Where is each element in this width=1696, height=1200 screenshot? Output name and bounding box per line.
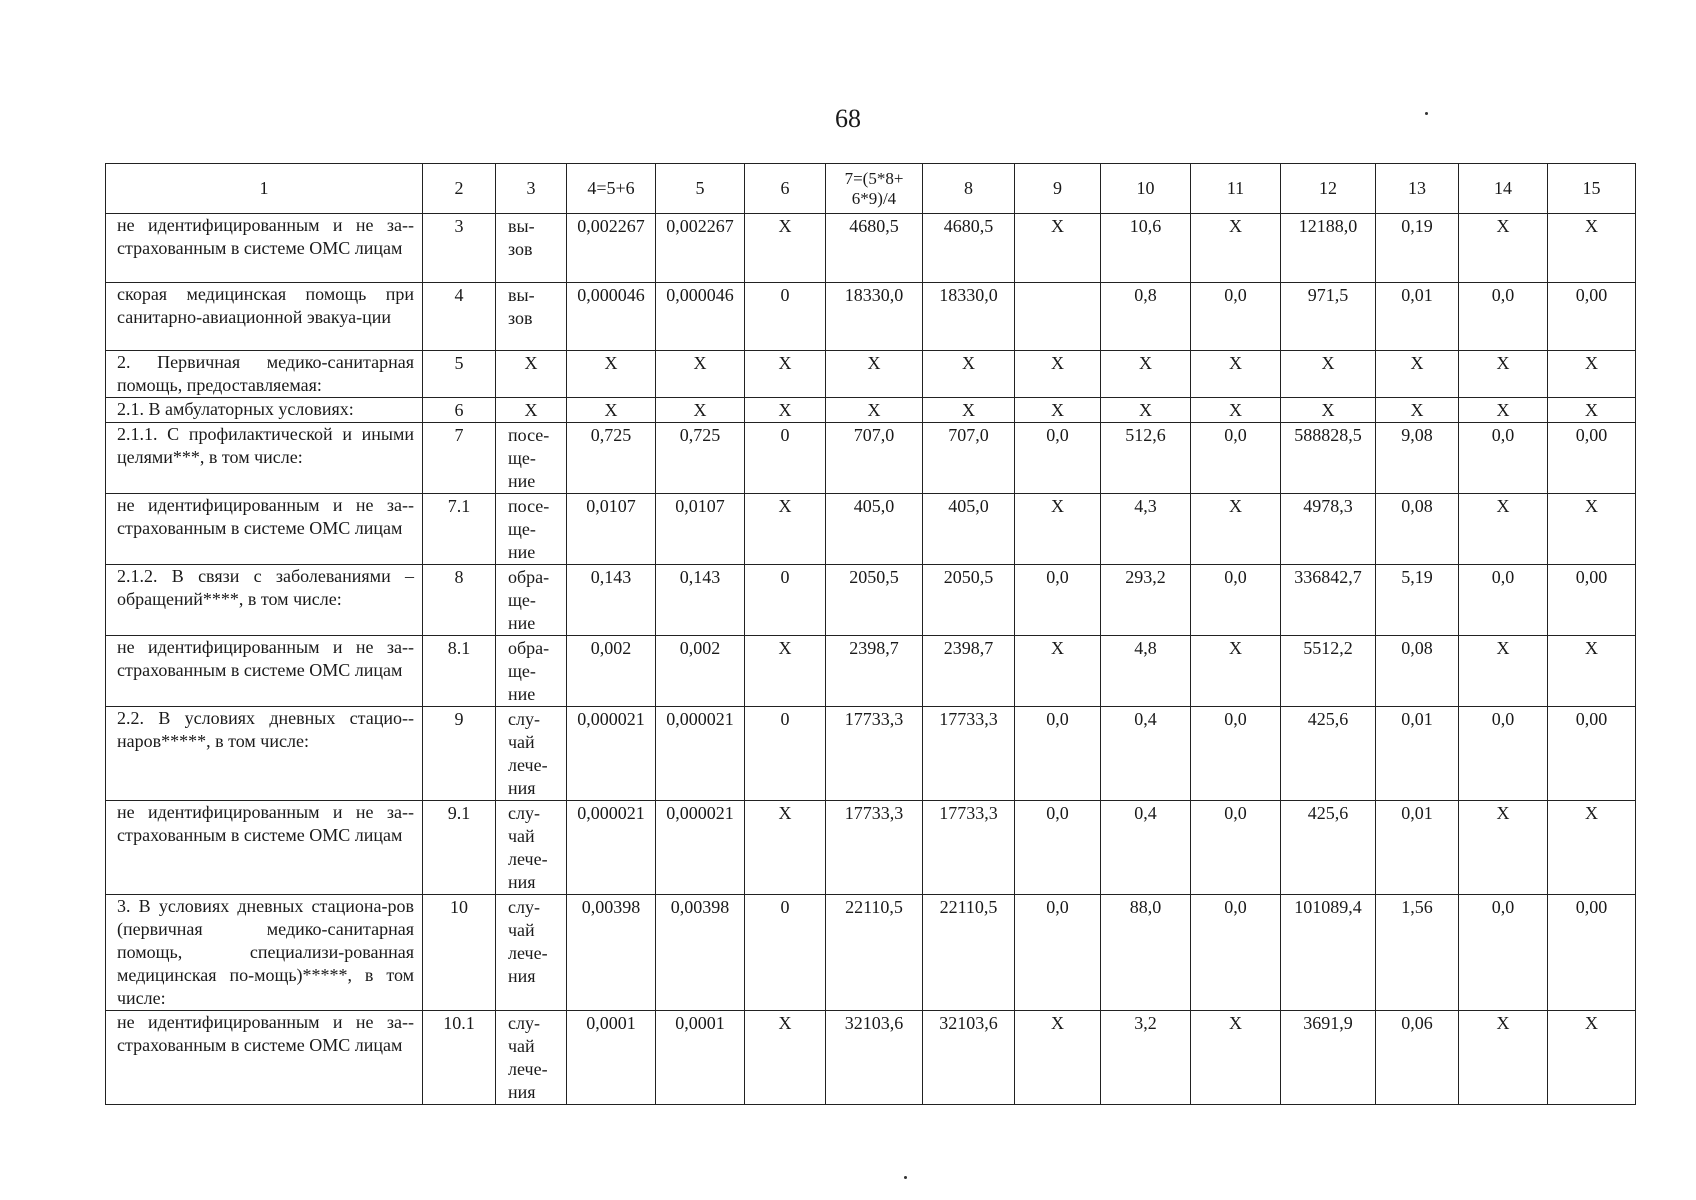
cell-col-5: 0,002267: [656, 214, 745, 283]
cell-col-5: X: [656, 351, 745, 398]
cell-col-9: X: [1015, 636, 1101, 707]
cell-col-13: 0,01: [1376, 707, 1459, 801]
cell-col-6: X: [745, 214, 826, 283]
cell-col-8: 18330,0: [923, 283, 1015, 351]
scan-speck: [1425, 112, 1428, 115]
cell-col-12: 425,6: [1281, 801, 1376, 895]
cell-col-8: 32103,6: [923, 1011, 1015, 1105]
cell-col-4: X: [567, 351, 656, 398]
col-header-11: 11: [1191, 164, 1281, 214]
cell-col-9: X: [1015, 494, 1101, 565]
cell-col-12: 4978,3: [1281, 494, 1376, 565]
cell-col-4: 0,000021: [567, 707, 656, 801]
row-unit: обра- ще- ние: [496, 636, 567, 707]
cell-col-4: 0,00398: [567, 895, 656, 1011]
table-row: [106, 565, 1636, 636]
cell-col-15: 0,00: [1548, 895, 1636, 1011]
cell-col-7: X: [826, 398, 923, 423]
cell-col-10: 0,4: [1101, 801, 1191, 895]
row-label: не идентифицированным и не за-страхованным в системе ОМС лицам: [106, 214, 423, 283]
row-number: 8: [423, 565, 496, 636]
cell-col-15: X: [1548, 351, 1636, 398]
cell-col-10: 0,4: [1101, 707, 1191, 801]
cell-col-6: X: [745, 351, 826, 398]
cell-col-13: 0,01: [1376, 801, 1459, 895]
col-header-13: 13: [1376, 164, 1459, 214]
cell-col-13: 0,08: [1376, 494, 1459, 565]
cell-col-4: 0,0107: [567, 494, 656, 565]
cell-col-15: 0,00: [1548, 565, 1636, 636]
cell-col-11: 0,0: [1191, 707, 1281, 801]
cell-col-11: X: [1191, 636, 1281, 707]
cell-col-6: X: [745, 801, 826, 895]
cell-col-4: X: [567, 398, 656, 423]
cell-col-10: 3,2: [1101, 1011, 1191, 1105]
cell-col-5: 0,000021: [656, 707, 745, 801]
cell-col-13: 0,19: [1376, 214, 1459, 283]
cell-col-4: 0,143: [567, 565, 656, 636]
cell-col-14: X: [1459, 1011, 1548, 1105]
cell-col-12: 588828,5: [1281, 423, 1376, 494]
cell-col-7: 707,0: [826, 423, 923, 494]
cell-col-7: 18330,0: [826, 283, 923, 351]
cell-col-14: 0,0: [1459, 707, 1548, 801]
cell-col-9: 0,0: [1015, 423, 1101, 494]
row-unit: посе- ще- ние: [496, 494, 567, 565]
row-number: 4: [423, 283, 496, 351]
row-unit: обра- ще- ние: [496, 565, 567, 636]
row-number: 9: [423, 707, 496, 801]
cell-col-14: 0,0: [1459, 423, 1548, 494]
row-label: 2.2. В условиях дневных стацио-наров*****, в том числе:: [106, 707, 423, 801]
cell-col-5: 0,143: [656, 565, 745, 636]
cell-col-6: X: [745, 398, 826, 423]
cell-col-5: 0,000046: [656, 283, 745, 351]
cell-col-8: 4680,5: [923, 214, 1015, 283]
cell-col-11: X: [1191, 351, 1281, 398]
cell-col-8: 405,0: [923, 494, 1015, 565]
cell-col-15: X: [1548, 398, 1636, 423]
col-header-9: 9: [1015, 164, 1101, 214]
cell-col-7: 22110,5: [826, 895, 923, 1011]
col-header-1: 1: [106, 164, 423, 214]
cell-col-13: 0,01: [1376, 283, 1459, 351]
cell-col-9: 0,0: [1015, 895, 1101, 1011]
cell-col-8: X: [923, 398, 1015, 423]
col-header-8: 8: [923, 164, 1015, 214]
cell-col-12: 3691,9: [1281, 1011, 1376, 1105]
cell-col-11: 0,0: [1191, 423, 1281, 494]
cell-col-11: 0,0: [1191, 283, 1281, 351]
cell-col-14: 0,0: [1459, 283, 1548, 351]
col-header-12: 12: [1281, 164, 1376, 214]
row-label: не идентифицированным и не за-страхованным в системе ОМС лицам: [106, 494, 423, 565]
cell-col-9: [1015, 283, 1101, 351]
cell-col-8: 2050,5: [923, 565, 1015, 636]
row-label: 3. В условиях дневных стациона-ров (первичная медико-санитарная помощь, специализи-рованная медицинская по-мощь)*****, в том числе:: [106, 895, 423, 1011]
row-number: 6: [423, 398, 496, 423]
row-unit: слу- чай лече- ния: [496, 895, 567, 1011]
data-table: [105, 163, 1636, 1105]
cell-col-7: X: [826, 351, 923, 398]
cell-col-11: X: [1191, 214, 1281, 283]
cell-col-6: X: [745, 636, 826, 707]
cell-col-6: 0: [745, 423, 826, 494]
cell-col-15: 0,00: [1548, 707, 1636, 801]
col-header-5: 5: [656, 164, 745, 214]
cell-col-15: X: [1548, 636, 1636, 707]
cell-col-13: X: [1376, 398, 1459, 423]
cell-col-9: 0,0: [1015, 801, 1101, 895]
cell-col-14: 0,0: [1459, 565, 1548, 636]
cell-col-9: X: [1015, 398, 1101, 423]
col-header-4: 4=5+6: [567, 164, 656, 214]
cell-col-10: 88,0: [1101, 895, 1191, 1011]
row-label: скорая медицинская помощь при санитарно-авиационной эвакуа-ции: [106, 283, 423, 351]
cell-col-5: X: [656, 398, 745, 423]
col-header-6: 6: [745, 164, 826, 214]
row-unit: вы- зов: [496, 283, 567, 351]
cell-col-15: 0,00: [1548, 423, 1636, 494]
cell-col-12: 12188,0: [1281, 214, 1376, 283]
cell-col-6: X: [745, 1011, 826, 1105]
row-label: не идентифицированным и не за-страхованным в системе ОМС лицам: [106, 1011, 423, 1105]
table-row: [106, 351, 1636, 398]
cell-col-9: X: [1015, 1011, 1101, 1105]
cell-col-10: 512,6: [1101, 423, 1191, 494]
table-row: [106, 801, 1636, 895]
cell-col-4: 0,002267: [567, 214, 656, 283]
table-row: [106, 636, 1636, 707]
cell-col-14: X: [1459, 494, 1548, 565]
row-unit: X: [496, 398, 567, 423]
cell-col-14: X: [1459, 398, 1548, 423]
cell-col-12: 5512,2: [1281, 636, 1376, 707]
table-row: [106, 707, 1636, 801]
cell-col-7: 2398,7: [826, 636, 923, 707]
cell-col-15: X: [1548, 801, 1636, 895]
cell-col-10: 0,8: [1101, 283, 1191, 351]
cell-col-15: X: [1548, 494, 1636, 565]
cell-col-13: 5,19: [1376, 565, 1459, 636]
cell-col-10: 4,3: [1101, 494, 1191, 565]
col-header-7: 7=(5*8+ 6*9)/4: [826, 164, 923, 214]
cell-col-11: X: [1191, 494, 1281, 565]
cell-col-9: 0,0: [1015, 565, 1101, 636]
cell-col-12: 425,6: [1281, 707, 1376, 801]
cell-col-10: 4,8: [1101, 636, 1191, 707]
row-label: 2.1.1. С профилактической и иными целями***, в том числе:: [106, 423, 423, 494]
cell-col-9: X: [1015, 214, 1101, 283]
row-unit: слу- чай лече- ния: [496, 1011, 567, 1105]
cell-col-13: X: [1376, 351, 1459, 398]
cell-col-12: X: [1281, 351, 1376, 398]
cell-col-12: X: [1281, 398, 1376, 423]
cell-col-14: X: [1459, 636, 1548, 707]
cell-col-11: 0,0: [1191, 895, 1281, 1011]
cell-col-5: 0,002: [656, 636, 745, 707]
cell-col-8: 2398,7: [923, 636, 1015, 707]
cell-col-15: X: [1548, 214, 1636, 283]
table-row: [106, 423, 1636, 494]
table-row: [106, 494, 1636, 565]
cell-col-11: 0,0: [1191, 801, 1281, 895]
row-number: 10: [423, 895, 496, 1011]
cell-col-7: 32103,6: [826, 1011, 923, 1105]
cell-col-13: 0,06: [1376, 1011, 1459, 1105]
cell-col-15: 0,00: [1548, 283, 1636, 351]
row-number: 7.1: [423, 494, 496, 565]
row-label: 2.1.2. В связи с заболеваниями – обращений****, в том числе:: [106, 565, 423, 636]
cell-col-8: 17733,3: [923, 707, 1015, 801]
row-label: не идентифицированным и не за-страхованным в системе ОМС лицам: [106, 636, 423, 707]
col-header-3: 3: [496, 164, 567, 214]
cell-col-5: 0,0107: [656, 494, 745, 565]
row-number: 7: [423, 423, 496, 494]
col-header-2: 2: [423, 164, 496, 214]
table-row: [106, 895, 1636, 1011]
row-label: 2. Первичная медико-санитарная помощь, предоставляемая:: [106, 351, 423, 398]
cell-col-4: 0,002: [567, 636, 656, 707]
col-header-15: 15: [1548, 164, 1636, 214]
row-unit: слу- чай лече- ния: [496, 801, 567, 895]
cell-col-10: 293,2: [1101, 565, 1191, 636]
cell-col-4: 0,0001: [567, 1011, 656, 1105]
cell-col-8: 707,0: [923, 423, 1015, 494]
table-body: [106, 214, 1636, 1105]
cell-col-11: 0,0: [1191, 565, 1281, 636]
cell-col-9: X: [1015, 351, 1101, 398]
cell-col-6: X: [745, 494, 826, 565]
cell-col-7: 405,0: [826, 494, 923, 565]
row-number: 10.1: [423, 1011, 496, 1105]
col-header-10: 10: [1101, 164, 1191, 214]
cell-col-13: 1,56: [1376, 895, 1459, 1011]
cell-col-5: 0,00398: [656, 895, 745, 1011]
cell-col-4: 0,000021: [567, 801, 656, 895]
cell-col-13: 0,08: [1376, 636, 1459, 707]
cell-col-10: 10,6: [1101, 214, 1191, 283]
cell-col-14: X: [1459, 801, 1548, 895]
cell-col-5: 0,000021: [656, 801, 745, 895]
cell-col-14: 0,0: [1459, 895, 1548, 1011]
cell-col-13: 9,08: [1376, 423, 1459, 494]
cell-col-6: 0: [745, 565, 826, 636]
cell-col-7: 4680,5: [826, 214, 923, 283]
row-unit: вы- зов: [496, 214, 567, 283]
cell-col-7: 2050,5: [826, 565, 923, 636]
row-number: 5: [423, 351, 496, 398]
table-row: [106, 398, 1636, 423]
cell-col-12: 971,5: [1281, 283, 1376, 351]
cell-col-12: 336842,7: [1281, 565, 1376, 636]
cell-col-4: 0,725: [567, 423, 656, 494]
scan-speck: [904, 1176, 907, 1179]
cell-col-15: X: [1548, 1011, 1636, 1105]
cell-col-11: X: [1191, 398, 1281, 423]
cell-col-12: 101089,4: [1281, 895, 1376, 1011]
table-row: [106, 283, 1636, 351]
cell-col-11: X: [1191, 1011, 1281, 1105]
cell-col-8: 22110,5: [923, 895, 1015, 1011]
cell-col-8: X: [923, 351, 1015, 398]
row-number: 8.1: [423, 636, 496, 707]
cell-col-6: 0: [745, 707, 826, 801]
row-unit: слу- чай лече- ния: [496, 707, 567, 801]
cell-col-5: 0,725: [656, 423, 745, 494]
row-unit: посе- ще- ние: [496, 423, 567, 494]
cell-col-6: 0: [745, 895, 826, 1011]
row-label: 2.1. В амбулаторных условиях:: [106, 398, 423, 423]
cell-col-5: 0,0001: [656, 1011, 745, 1105]
cell-col-7: 17733,3: [826, 801, 923, 895]
row-number: 3: [423, 214, 496, 283]
table-row: [106, 214, 1636, 283]
cell-col-10: X: [1101, 398, 1191, 423]
cell-col-10: X: [1101, 351, 1191, 398]
col-header-14: 14: [1459, 164, 1548, 214]
header-row: [106, 164, 1636, 214]
cell-col-7: 17733,3: [826, 707, 923, 801]
cell-col-8: 17733,3: [923, 801, 1015, 895]
table-row: [106, 1011, 1636, 1105]
cell-col-14: X: [1459, 351, 1548, 398]
row-number: 9.1: [423, 801, 496, 895]
page-number: 68: [835, 104, 861, 133]
cell-col-6: 0: [745, 283, 826, 351]
cell-col-9: 0,0: [1015, 707, 1101, 801]
row-label: не идентифицированным и не за-страхованным в системе ОМС лицам: [106, 801, 423, 895]
cell-col-4: 0,000046: [567, 283, 656, 351]
cell-col-14: X: [1459, 214, 1548, 283]
row-unit: X: [496, 351, 567, 398]
